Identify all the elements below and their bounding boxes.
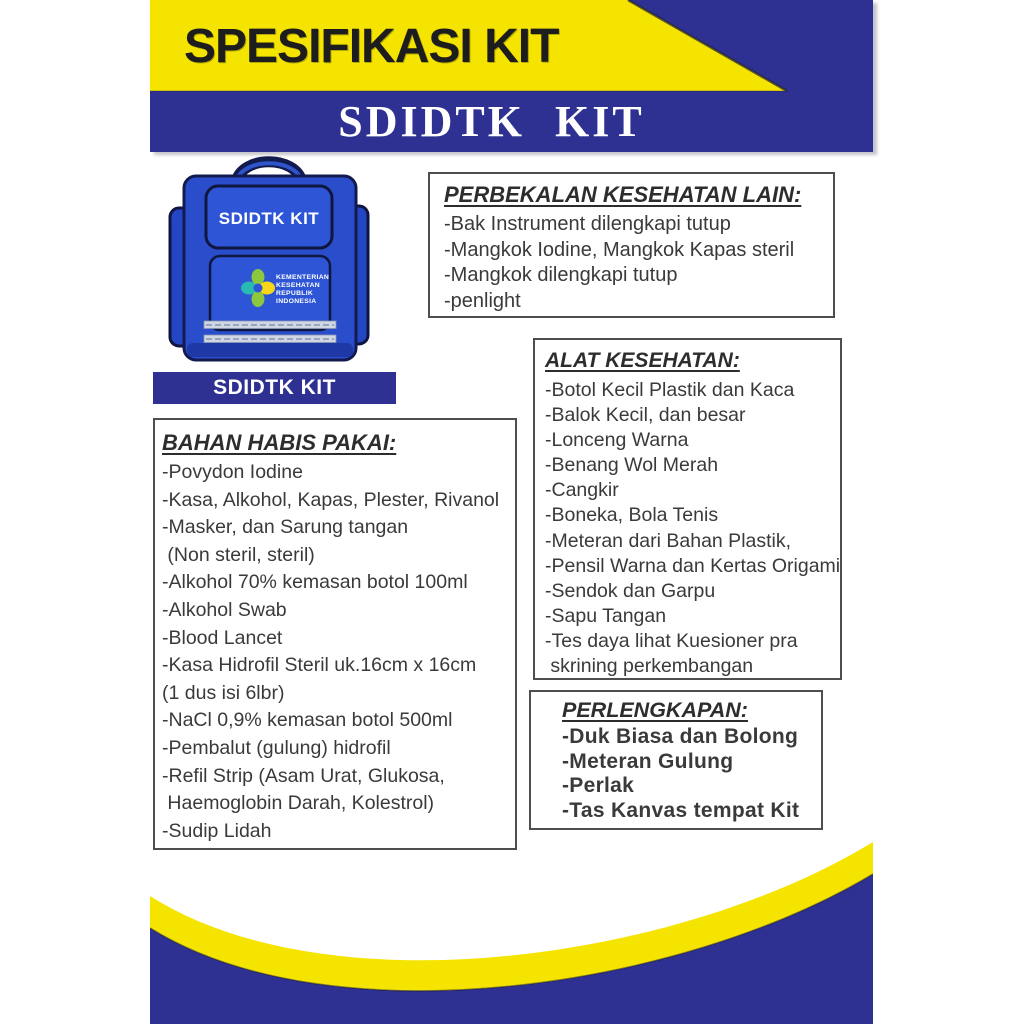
- list-item: -Alkohol Swab: [162, 598, 287, 621]
- bag-bottom-band: [187, 343, 353, 357]
- list-item: (1 dus isi 6lbr): [162, 681, 285, 704]
- list-item: -Benang Wol Merah: [545, 454, 719, 477]
- list-item: -Mangkok dilengkapi tutup: [444, 264, 678, 286]
- section-title: ALAT KESEHATAN:: [545, 349, 740, 372]
- list-item: -Alkohol 70% kemasan botol 100ml: [162, 571, 468, 594]
- list-item: -Tas Kanvas tempat Kit: [562, 798, 800, 822]
- list-item: -Pembalut (gulung) hidrofil: [162, 736, 391, 759]
- section-title: PERLENGKAPAN:: [562, 698, 748, 722]
- list-item: -Meteran Gulung: [562, 749, 734, 773]
- list-item: -Botol Kecil Plastik dan Kaca: [545, 379, 795, 401]
- list-item: -Perlak: [562, 774, 635, 798]
- item-list: [562, 725, 821, 823]
- list-item: -Cangkir: [545, 479, 619, 502]
- logo-line: INDONESIA: [276, 298, 317, 305]
- section-alat-kesehatan: [533, 338, 842, 680]
- section-perlengkapan: [529, 690, 823, 830]
- section-title: PERBEKALAN KESEHATAN LAIN:: [444, 182, 802, 207]
- list-item: -Povydon Iodine: [162, 461, 303, 483]
- list-item: Haemoglobin Darah, Kolestrol): [162, 792, 435, 815]
- page-title: SPESIFIKASI KIT: [184, 19, 559, 73]
- list-item: -Tes daya lihat Kuesioner pra: [545, 629, 798, 652]
- list-item: -Sudip Lidah: [162, 819, 272, 842]
- logo-line: KEMENTERIAN: [276, 274, 330, 281]
- item-list: [444, 212, 833, 314]
- list-item: -Sapu Tangan: [545, 604, 667, 627]
- list-item: skrining perkembangan: [545, 655, 754, 678]
- list-item: -Duk Biasa dan Bolong: [562, 725, 799, 748]
- list-item: -Blood Lancet: [162, 626, 283, 649]
- header-banner: [150, 0, 873, 152]
- list-item: -Mangkok Iodine, Mangkok Kapas steril: [444, 238, 795, 261]
- list-item: -Balok Kecil, dan besar: [545, 404, 746, 427]
- logo-line: REPUBLIK: [276, 290, 314, 297]
- section-bahan-habis-pakai: [153, 418, 517, 850]
- list-item: -NaCl 0,9% kemasan botol 500ml: [162, 709, 453, 732]
- product-photo: [166, 152, 372, 364]
- list-item: (Non steril, steril): [162, 543, 315, 566]
- logo-line: KESEHATAN: [276, 282, 320, 289]
- list-item: -Boneka, Bola Tenis: [545, 504, 719, 527]
- list-item: -Pensil Warna dan Kertas Origami: [545, 554, 841, 577]
- list-item: -Lonceng Warna: [545, 429, 689, 452]
- list-item: -Meteran dari Bahan Plastik,: [545, 529, 792, 552]
- page-subtitle: SDIDTK KIT: [338, 97, 645, 146]
- section-perbekalan-kesehatan-lain: [428, 172, 835, 318]
- product-caption: SDIDTK KIT: [153, 372, 396, 404]
- section-title: BAHAN HABIS PAKAI:: [162, 430, 397, 455]
- item-list: [162, 459, 515, 845]
- list-item: -Sendok dan Garpu: [545, 579, 716, 602]
- list-item: -Masker, dan Sarung tangan: [162, 516, 409, 539]
- footer-wave: [150, 830, 873, 1024]
- list-item: -penlight: [444, 289, 521, 312]
- item-list: [545, 378, 840, 679]
- list-item: -Kasa, Alkohol, Kapas, Plester, Rivanol: [162, 488, 500, 511]
- list-item: -Bak Instrument dilengkapi tutup: [444, 213, 731, 235]
- bag-label-text: SDIDTK KIT: [218, 209, 320, 228]
- list-item: -Refil Strip (Asam Urat, Glukosa,: [162, 764, 445, 787]
- list-item: -Kasa Hidrofil Steril uk.16cm x 16cm: [162, 654, 477, 677]
